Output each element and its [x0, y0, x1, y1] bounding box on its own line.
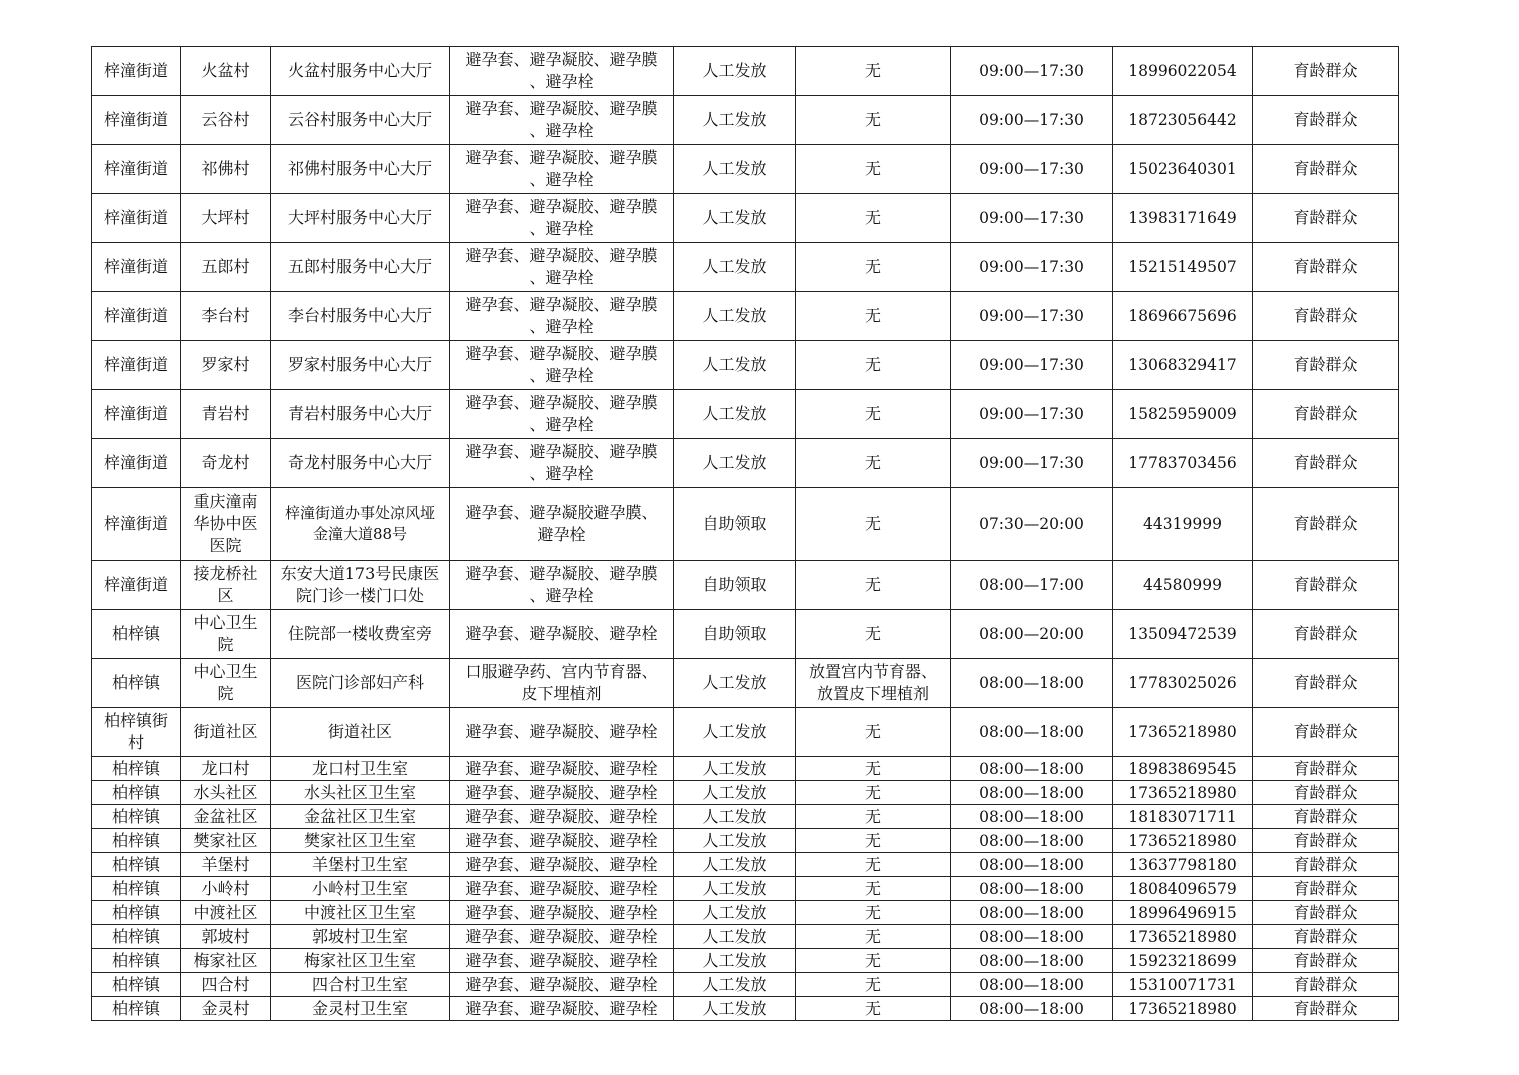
phone-cell: 13068329417: [1113, 341, 1253, 390]
target-cell: 育龄群众: [1253, 145, 1399, 194]
phone-cell: 17365218980: [1113, 829, 1253, 853]
hours-cell: 08:00—18:00: [951, 708, 1113, 757]
site-cell: 羊堡村: [181, 853, 271, 877]
hours-cell: 08:00—18:00: [951, 877, 1113, 901]
service-cell: 无: [796, 145, 951, 194]
location-cell: 梓潼街道办事处凉风垭 金潼大道88号: [271, 488, 450, 561]
method-cell: 人工发放: [674, 757, 796, 781]
location-cell: 樊家社区卫生室: [271, 829, 450, 853]
location-cell: 云谷村服务中心大厅: [271, 96, 450, 145]
location-cell: 小岭村卫生室: [271, 877, 450, 901]
supplies-cell: 避孕套、避孕凝胶、避孕栓: [450, 901, 674, 925]
target-cell: 育龄群众: [1253, 659, 1399, 708]
method-cell: 人工发放: [674, 96, 796, 145]
phone-cell: 13637798180: [1113, 853, 1253, 877]
service-cell: 无: [796, 877, 951, 901]
hours-cell: 09:00—17:30: [951, 439, 1113, 488]
table-row: [92, 610, 1399, 659]
district-cell: 柏梓镇: [92, 659, 181, 708]
site-cell: 四合村: [181, 973, 271, 997]
method-cell: 自助领取: [674, 488, 796, 561]
supplies-cell: 避孕套、避孕凝胶、避孕栓: [450, 997, 674, 1021]
table-row: [92, 973, 1399, 997]
table-row: [92, 96, 1399, 145]
target-cell: 育龄群众: [1253, 708, 1399, 757]
target-cell: 育龄群众: [1253, 781, 1399, 805]
district-cell: 柏梓镇: [92, 925, 181, 949]
site-cell: 重庆潼南 华协中医 医院: [181, 488, 271, 561]
site-cell: 大坪村: [181, 194, 271, 243]
target-cell: 育龄群众: [1253, 805, 1399, 829]
target-cell: 育龄群众: [1253, 853, 1399, 877]
hours-cell: 08:00—18:00: [951, 757, 1113, 781]
table-row: [92, 829, 1399, 853]
phone-cell: 15023640301: [1113, 145, 1253, 194]
table-row: [92, 47, 1399, 96]
service-cell: 无: [796, 561, 951, 610]
location-cell: 奇龙村服务中心大厅: [271, 439, 450, 488]
target-cell: 育龄群众: [1253, 610, 1399, 659]
location-cell: 李台村服务中心大厅: [271, 292, 450, 341]
site-cell: 水头社区: [181, 781, 271, 805]
table-row: [92, 292, 1399, 341]
table-row: [92, 390, 1399, 439]
district-cell: 柏梓镇: [92, 781, 181, 805]
phone-cell: 18183071711: [1113, 805, 1253, 829]
target-cell: 育龄群众: [1253, 901, 1399, 925]
supplies-cell: 避孕套、避孕凝胶、避孕膜 、避孕栓: [450, 47, 674, 96]
phone-cell: 44580999: [1113, 561, 1253, 610]
phone-cell: 13983171649: [1113, 194, 1253, 243]
site-cell: 小岭村: [181, 877, 271, 901]
location-cell: 羊堡村卫生室: [271, 853, 450, 877]
site-cell: 中心卫生 院: [181, 659, 271, 708]
hours-cell: 08:00—17:00: [951, 561, 1113, 610]
location-cell: 龙口村卫生室: [271, 757, 450, 781]
table-row: [92, 925, 1399, 949]
location-cell: 住院部一楼收费室旁: [271, 610, 450, 659]
service-cell: 无: [796, 925, 951, 949]
method-cell: 人工发放: [674, 829, 796, 853]
phone-cell: 15923218699: [1113, 949, 1253, 973]
method-cell: 人工发放: [674, 973, 796, 997]
service-cell: 无: [796, 194, 951, 243]
phone-cell: 17783703456: [1113, 439, 1253, 488]
phone-cell: 17783025026: [1113, 659, 1253, 708]
site-cell: 祁佛村: [181, 145, 271, 194]
supplies-cell: 避孕套、避孕凝胶、避孕栓: [450, 708, 674, 757]
district-cell: 梓潼街道: [92, 341, 181, 390]
hours-cell: 09:00—17:30: [951, 96, 1113, 145]
service-cell: 无: [796, 949, 951, 973]
supplies-cell: 避孕套、避孕凝胶、避孕膜 、避孕栓: [450, 145, 674, 194]
target-cell: 育龄群众: [1253, 997, 1399, 1021]
table-row: [92, 659, 1399, 708]
district-cell: 柏梓镇: [92, 973, 181, 997]
site-cell: 郭坡村: [181, 925, 271, 949]
table-row: [92, 561, 1399, 610]
service-cell: 无: [796, 96, 951, 145]
table-row: [92, 341, 1399, 390]
table-row: [92, 757, 1399, 781]
method-cell: 人工发放: [674, 659, 796, 708]
service-cell: 无: [796, 757, 951, 781]
target-cell: 育龄群众: [1253, 488, 1399, 561]
table-row: [92, 145, 1399, 194]
method-cell: 人工发放: [674, 341, 796, 390]
service-cell: 无: [796, 708, 951, 757]
service-cell: 无: [796, 341, 951, 390]
district-cell: 梓潼街道: [92, 292, 181, 341]
method-cell: 人工发放: [674, 390, 796, 439]
phone-cell: 17365218980: [1113, 781, 1253, 805]
site-cell: 樊家社区: [181, 829, 271, 853]
service-cell: 无: [796, 488, 951, 561]
phone-cell: 18996496915: [1113, 901, 1253, 925]
target-cell: 育龄群众: [1253, 561, 1399, 610]
site-cell: 金盆社区: [181, 805, 271, 829]
site-cell: 接龙桥社 区: [181, 561, 271, 610]
phone-cell: 18696675696: [1113, 292, 1253, 341]
supplies-cell: 避孕套、避孕凝胶、避孕栓: [450, 781, 674, 805]
target-cell: 育龄群众: [1253, 439, 1399, 488]
hours-cell: 08:00—18:00: [951, 781, 1113, 805]
supplies-cell: 避孕套、避孕凝胶、避孕膜 、避孕栓: [450, 341, 674, 390]
table-row: [92, 901, 1399, 925]
target-cell: 育龄群众: [1253, 292, 1399, 341]
district-cell: 梓潼街道: [92, 439, 181, 488]
method-cell: 人工发放: [674, 901, 796, 925]
supplies-cell: 口服避孕药、宫内节育器、 皮下埋植剂: [450, 659, 674, 708]
supplies-cell: 避孕套、避孕凝胶、避孕膜 、避孕栓: [450, 292, 674, 341]
service-cell: 放置宫内节育器、 放置皮下埋植剂: [796, 659, 951, 708]
service-cell: 无: [796, 901, 951, 925]
service-cell: 无: [796, 973, 951, 997]
supplies-cell: 避孕套、避孕凝胶、避孕栓: [450, 610, 674, 659]
target-cell: 育龄群众: [1253, 194, 1399, 243]
method-cell: 人工发放: [674, 145, 796, 194]
supplies-cell: 避孕套、避孕凝胶、避孕膜 、避孕栓: [450, 439, 674, 488]
hours-cell: 09:00—17:30: [951, 194, 1113, 243]
phone-cell: 44319999: [1113, 488, 1253, 561]
supplies-cell: 避孕套、避孕凝胶、避孕栓: [450, 949, 674, 973]
district-cell: 梓潼街道: [92, 561, 181, 610]
hours-cell: 09:00—17:30: [951, 243, 1113, 292]
phone-cell: 15215149507: [1113, 243, 1253, 292]
site-cell: 中心卫生 院: [181, 610, 271, 659]
service-cell: 无: [796, 243, 951, 292]
location-cell: 金灵村卫生室: [271, 997, 450, 1021]
method-cell: 人工发放: [674, 47, 796, 96]
district-cell: 柏梓镇: [92, 997, 181, 1021]
site-cell: 青岩村: [181, 390, 271, 439]
method-cell: 人工发放: [674, 243, 796, 292]
location-cell: 祁佛村服务中心大厅: [271, 145, 450, 194]
district-cell: 梓潼街道: [92, 488, 181, 561]
location-cell: 青岩村服务中心大厅: [271, 390, 450, 439]
service-cell: 无: [796, 853, 951, 877]
method-cell: 人工发放: [674, 805, 796, 829]
hours-cell: 08:00—18:00: [951, 829, 1113, 853]
phone-cell: 18723056442: [1113, 96, 1253, 145]
phone-cell: 17365218980: [1113, 997, 1253, 1021]
hours-cell: 09:00—17:30: [951, 341, 1113, 390]
location-cell: 金盆社区卫生室: [271, 805, 450, 829]
target-cell: 育龄群众: [1253, 973, 1399, 997]
site-cell: 火盆村: [181, 47, 271, 96]
location-cell: 中渡社区卫生室: [271, 901, 450, 925]
phone-cell: 18983869545: [1113, 757, 1253, 781]
district-cell: 柏梓镇: [92, 829, 181, 853]
hours-cell: 08:00—20:00: [951, 610, 1113, 659]
target-cell: 育龄群众: [1253, 829, 1399, 853]
site-cell: 街道社区: [181, 708, 271, 757]
table-row: [92, 805, 1399, 829]
service-cell: 无: [796, 805, 951, 829]
district-cell: 柏梓镇: [92, 901, 181, 925]
site-cell: 五郎村: [181, 243, 271, 292]
district-cell: 柏梓镇: [92, 805, 181, 829]
phone-cell: 17365218980: [1113, 708, 1253, 757]
site-cell: 罗家村: [181, 341, 271, 390]
phone-cell: 13509472539: [1113, 610, 1253, 659]
target-cell: 育龄群众: [1253, 96, 1399, 145]
hours-cell: 09:00—17:30: [951, 47, 1113, 96]
method-cell: 自助领取: [674, 561, 796, 610]
district-cell: 梓潼街道: [92, 243, 181, 292]
district-cell: 柏梓镇: [92, 949, 181, 973]
phone-cell: 15310071731: [1113, 973, 1253, 997]
target-cell: 育龄群众: [1253, 757, 1399, 781]
supplies-cell: 避孕套、避孕凝胶、避孕栓: [450, 757, 674, 781]
table-body: [92, 47, 1399, 1021]
location-cell: 医院门诊部妇产科: [271, 659, 450, 708]
supplies-cell: 避孕套、避孕凝胶避孕膜、 避孕栓: [450, 488, 674, 561]
location-cell: 五郎村服务中心大厅: [271, 243, 450, 292]
hours-cell: 09:00—17:30: [951, 390, 1113, 439]
district-cell: 梓潼街道: [92, 390, 181, 439]
hours-cell: 08:00—18:00: [951, 949, 1113, 973]
method-cell: 人工发放: [674, 853, 796, 877]
district-cell: 柏梓镇: [92, 853, 181, 877]
phone-cell: 15825959009: [1113, 390, 1253, 439]
site-cell: 中渡社区: [181, 901, 271, 925]
district-cell: 梓潼街道: [92, 47, 181, 96]
supplies-cell: 避孕套、避孕凝胶、避孕栓: [450, 925, 674, 949]
supplies-cell: 避孕套、避孕凝胶、避孕栓: [450, 805, 674, 829]
target-cell: 育龄群众: [1253, 949, 1399, 973]
service-cell: 无: [796, 47, 951, 96]
method-cell: 人工发放: [674, 949, 796, 973]
target-cell: 育龄群众: [1253, 341, 1399, 390]
location-cell: 火盆村服务中心大厅: [271, 47, 450, 96]
phone-cell: 18996022054: [1113, 47, 1253, 96]
location-cell: 四合村卫生室: [271, 973, 450, 997]
site-cell: 金灵村: [181, 997, 271, 1021]
hours-cell: 08:00—18:00: [951, 901, 1113, 925]
method-cell: 人工发放: [674, 194, 796, 243]
hours-cell: 08:00—18:00: [951, 925, 1113, 949]
district-cell: 柏梓镇: [92, 757, 181, 781]
table-row: [92, 997, 1399, 1021]
supplies-cell: 避孕套、避孕凝胶、避孕膜 、避孕栓: [450, 243, 674, 292]
service-cell: 无: [796, 439, 951, 488]
table-row: [92, 853, 1399, 877]
hours-cell: 09:00—17:30: [951, 292, 1113, 341]
target-cell: 育龄群众: [1253, 47, 1399, 96]
supplies-cell: 避孕套、避孕凝胶、避孕膜 、避孕栓: [450, 390, 674, 439]
district-cell: 梓潼街道: [92, 145, 181, 194]
hours-cell: 08:00—18:00: [951, 997, 1113, 1021]
table-row: [92, 877, 1399, 901]
site-cell: 龙口村: [181, 757, 271, 781]
site-cell: 李台村: [181, 292, 271, 341]
supplies-cell: 避孕套、避孕凝胶、避孕栓: [450, 973, 674, 997]
phone-cell: 18084096579: [1113, 877, 1253, 901]
method-cell: 人工发放: [674, 439, 796, 488]
supplies-cell: 避孕套、避孕凝胶、避孕膜 、避孕栓: [450, 194, 674, 243]
table-row: [92, 243, 1399, 292]
method-cell: 人工发放: [674, 781, 796, 805]
site-cell: 云谷村: [181, 96, 271, 145]
supplies-cell: 避孕套、避孕凝胶、避孕栓: [450, 829, 674, 853]
service-cell: 无: [796, 781, 951, 805]
supplies-cell: 避孕套、避孕凝胶、避孕膜 、避孕栓: [450, 561, 674, 610]
location-cell: 梅家社区卫生室: [271, 949, 450, 973]
service-points-table: [91, 46, 1399, 1021]
site-cell: 奇龙村: [181, 439, 271, 488]
location-cell: 罗家村服务中心大厅: [271, 341, 450, 390]
target-cell: 育龄群众: [1253, 243, 1399, 292]
district-cell: 梓潼街道: [92, 96, 181, 145]
location-cell: 东安大道173号民康医 院门诊一楼门口处: [271, 561, 450, 610]
location-cell: 水头社区卫生室: [271, 781, 450, 805]
phone-cell: 17365218980: [1113, 925, 1253, 949]
service-cell: 无: [796, 610, 951, 659]
target-cell: 育龄群众: [1253, 925, 1399, 949]
location-cell: 大坪村服务中心大厅: [271, 194, 450, 243]
hours-cell: 08:00—18:00: [951, 659, 1113, 708]
hours-cell: 07:30—20:00: [951, 488, 1113, 561]
supplies-cell: 避孕套、避孕凝胶、避孕栓: [450, 853, 674, 877]
method-cell: 人工发放: [674, 877, 796, 901]
service-cell: 无: [796, 829, 951, 853]
table-row: [92, 781, 1399, 805]
service-cell: 无: [796, 997, 951, 1021]
site-cell: 梅家社区: [181, 949, 271, 973]
table-row: [92, 194, 1399, 243]
table-row: [92, 708, 1399, 757]
district-cell: 梓潼街道: [92, 194, 181, 243]
service-cell: 无: [796, 390, 951, 439]
table-row: [92, 488, 1399, 561]
target-cell: 育龄群众: [1253, 390, 1399, 439]
method-cell: 人工发放: [674, 292, 796, 341]
supplies-cell: 避孕套、避孕凝胶、避孕膜 、避孕栓: [450, 96, 674, 145]
method-cell: 人工发放: [674, 925, 796, 949]
supplies-cell: 避孕套、避孕凝胶、避孕栓: [450, 877, 674, 901]
hours-cell: 08:00—18:00: [951, 973, 1113, 997]
location-cell: 街道社区: [271, 708, 450, 757]
service-cell: 无: [796, 292, 951, 341]
hours-cell: 08:00—18:00: [951, 805, 1113, 829]
table-row: [92, 439, 1399, 488]
hours-cell: 09:00—17:30: [951, 145, 1113, 194]
method-cell: 人工发放: [674, 997, 796, 1021]
district-cell: 柏梓镇: [92, 610, 181, 659]
district-cell: 柏梓镇街 村: [92, 708, 181, 757]
hours-cell: 08:00—18:00: [951, 853, 1113, 877]
method-cell: 自助领取: [674, 610, 796, 659]
district-cell: 柏梓镇: [92, 877, 181, 901]
table-row: [92, 949, 1399, 973]
location-cell: 郭坡村卫生室: [271, 925, 450, 949]
method-cell: 人工发放: [674, 708, 796, 757]
target-cell: 育龄群众: [1253, 877, 1399, 901]
